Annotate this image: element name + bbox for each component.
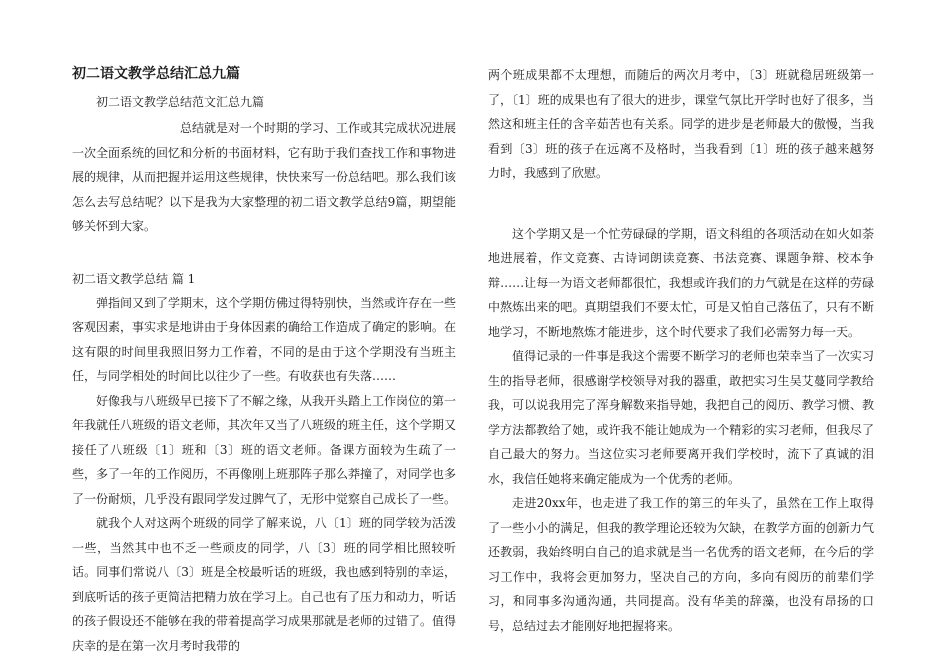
document-subtitle: 初二语文教学总结范文汇总九篇 bbox=[96, 95, 265, 109]
body-paragraph: 这个学期又是一个忙劳碌碌的学期，语文科组的各项活动在如火如荼地进展着，作文竞赛、古诗词朗读竞赛、书法竞赛、课题争辩、校本争辩……让每一为语文老师都很忙，我想或许我们的力气就是在这样的劳碌中熬炼出来的吧。真期望我们不要太忙，可是又怕自己落伍了，只有不断地学习，不断地熬炼才能进步，这个时代要求了我们必需努力每一天。 bbox=[488, 226, 874, 339]
right-column bbox=[488, 63, 874, 638]
body-paragraph: 就我个人对这两个班级的同学了解来说，八〔1〕班的同学较为活泼一些，当然其中也不乏一些顽皮的同学，八〔3〕班的同学相比照较听话。同事们常说八〔3〕班是全校最听话的班级，我也感到特别的幸运，到底听话的孩子更简洁把精力放在学习上。自己也有了压力和动力，听话的孩子假设还不能够在我的带着提高学习成果那就是老师的过错了。值得庆幸的是在第一次月考时我带的 bbox=[72, 516, 457, 653]
document-title: 初二语文教学总结汇总九篇 bbox=[72, 66, 240, 82]
body-paragraph: 值得记录的一件事是我这个需要不断学习的老师也荣幸当了一次实习生的指导老师，很感谢学校领导对我的器重，敢把实习生吴艾蔓同学教给我，可以说我用完了浑身解数来指导她，我把自己的阅历、教学习惯、教学方法都教给了她，或许我不能让她成为一个精彩的实习老师，但我尽了自己最大的努力。当这位实习老师要离开我们学校时，流下了真诚的泪水，我信任她将来确定能成为一个优秀的老师。 bbox=[488, 349, 874, 486]
body-paragraph: 两个班成果都不太理想，而随后的两次月考中，〔3〕班就稳居班级第一了，〔1〕班的成果也有了很大的进步，课堂气氛比开学时也好了很多，当然这和班主任的含辛茹苦也有关系。同学的进步是老师最大的傲慢，当我看到〔3〕班的孩子在远离不及格时，当我看到〔1〕班的孩子越来越努力时，我感到了欣慰。 bbox=[488, 68, 874, 180]
intro-paragraph: 总结就是对一个时期的学习、工作或其完成状况进展一次全面系统的回忆和分析的书面材料，它有助于我们查找工作和事物进展的规律，从而把握并运用这些规律，快快来写一份总结吧。那么我们该怎么去写总结呢？以下是我为大家整理的初二语文教学总结9篇，期望能够关怀到大家。 bbox=[72, 121, 457, 233]
spacer bbox=[72, 239, 456, 267]
spacer bbox=[488, 186, 874, 222]
left-column bbox=[72, 64, 456, 658]
body-paragraph: 好像我与八班级早已接下了不解之缘，从我开头踏上工作岗位的第一年我就任八班级的语文老师，其次年又当了八班级的班主任，这个学期又接任了八班级〔1〕班和〔3〕班的语文老师。备课方面较为生疏了一些，多了一年的工作阅历，不再像刚上班那阵子那么莽撞了，对同学也多了一份耐烦，几乎没有跟同学发过脾气了，无形中觉察自己成长了一些。 bbox=[72, 393, 457, 506]
section-heading: 初二语文教学总结 篇 1 bbox=[72, 271, 196, 286]
body-paragraph: 走进20xx年，也走进了我工作的第三的年头了，虽然在工作上取得了一些小小的满足，但我的教学理论还较为欠缺，在教学方面的创新力气还教弱，我始终明白自己的追求就是当一名优秀的语文老师，在今后的学习工作中，我将会更加努力，坚决自己的方向，多向有阅历的前辈们学习，和同事多沟通沟通，共同提高。没有华美的辞藻，也没有昂扬的口号，总结过去才能刚好地把握将来。 bbox=[488, 496, 874, 633]
body-paragraph: 弹指间又到了学期末，这个学期仿佛过得特别快，当然或许存在一些客观因素，事实求是地讲由于身体因素的确给工作造成了确定的影响。在这有限的时间里我照旧努力工作着，不同的是由于这个学期没有当班主任，与同学相处的时间比以往少了一些。有收获也有失落…… bbox=[72, 295, 457, 383]
